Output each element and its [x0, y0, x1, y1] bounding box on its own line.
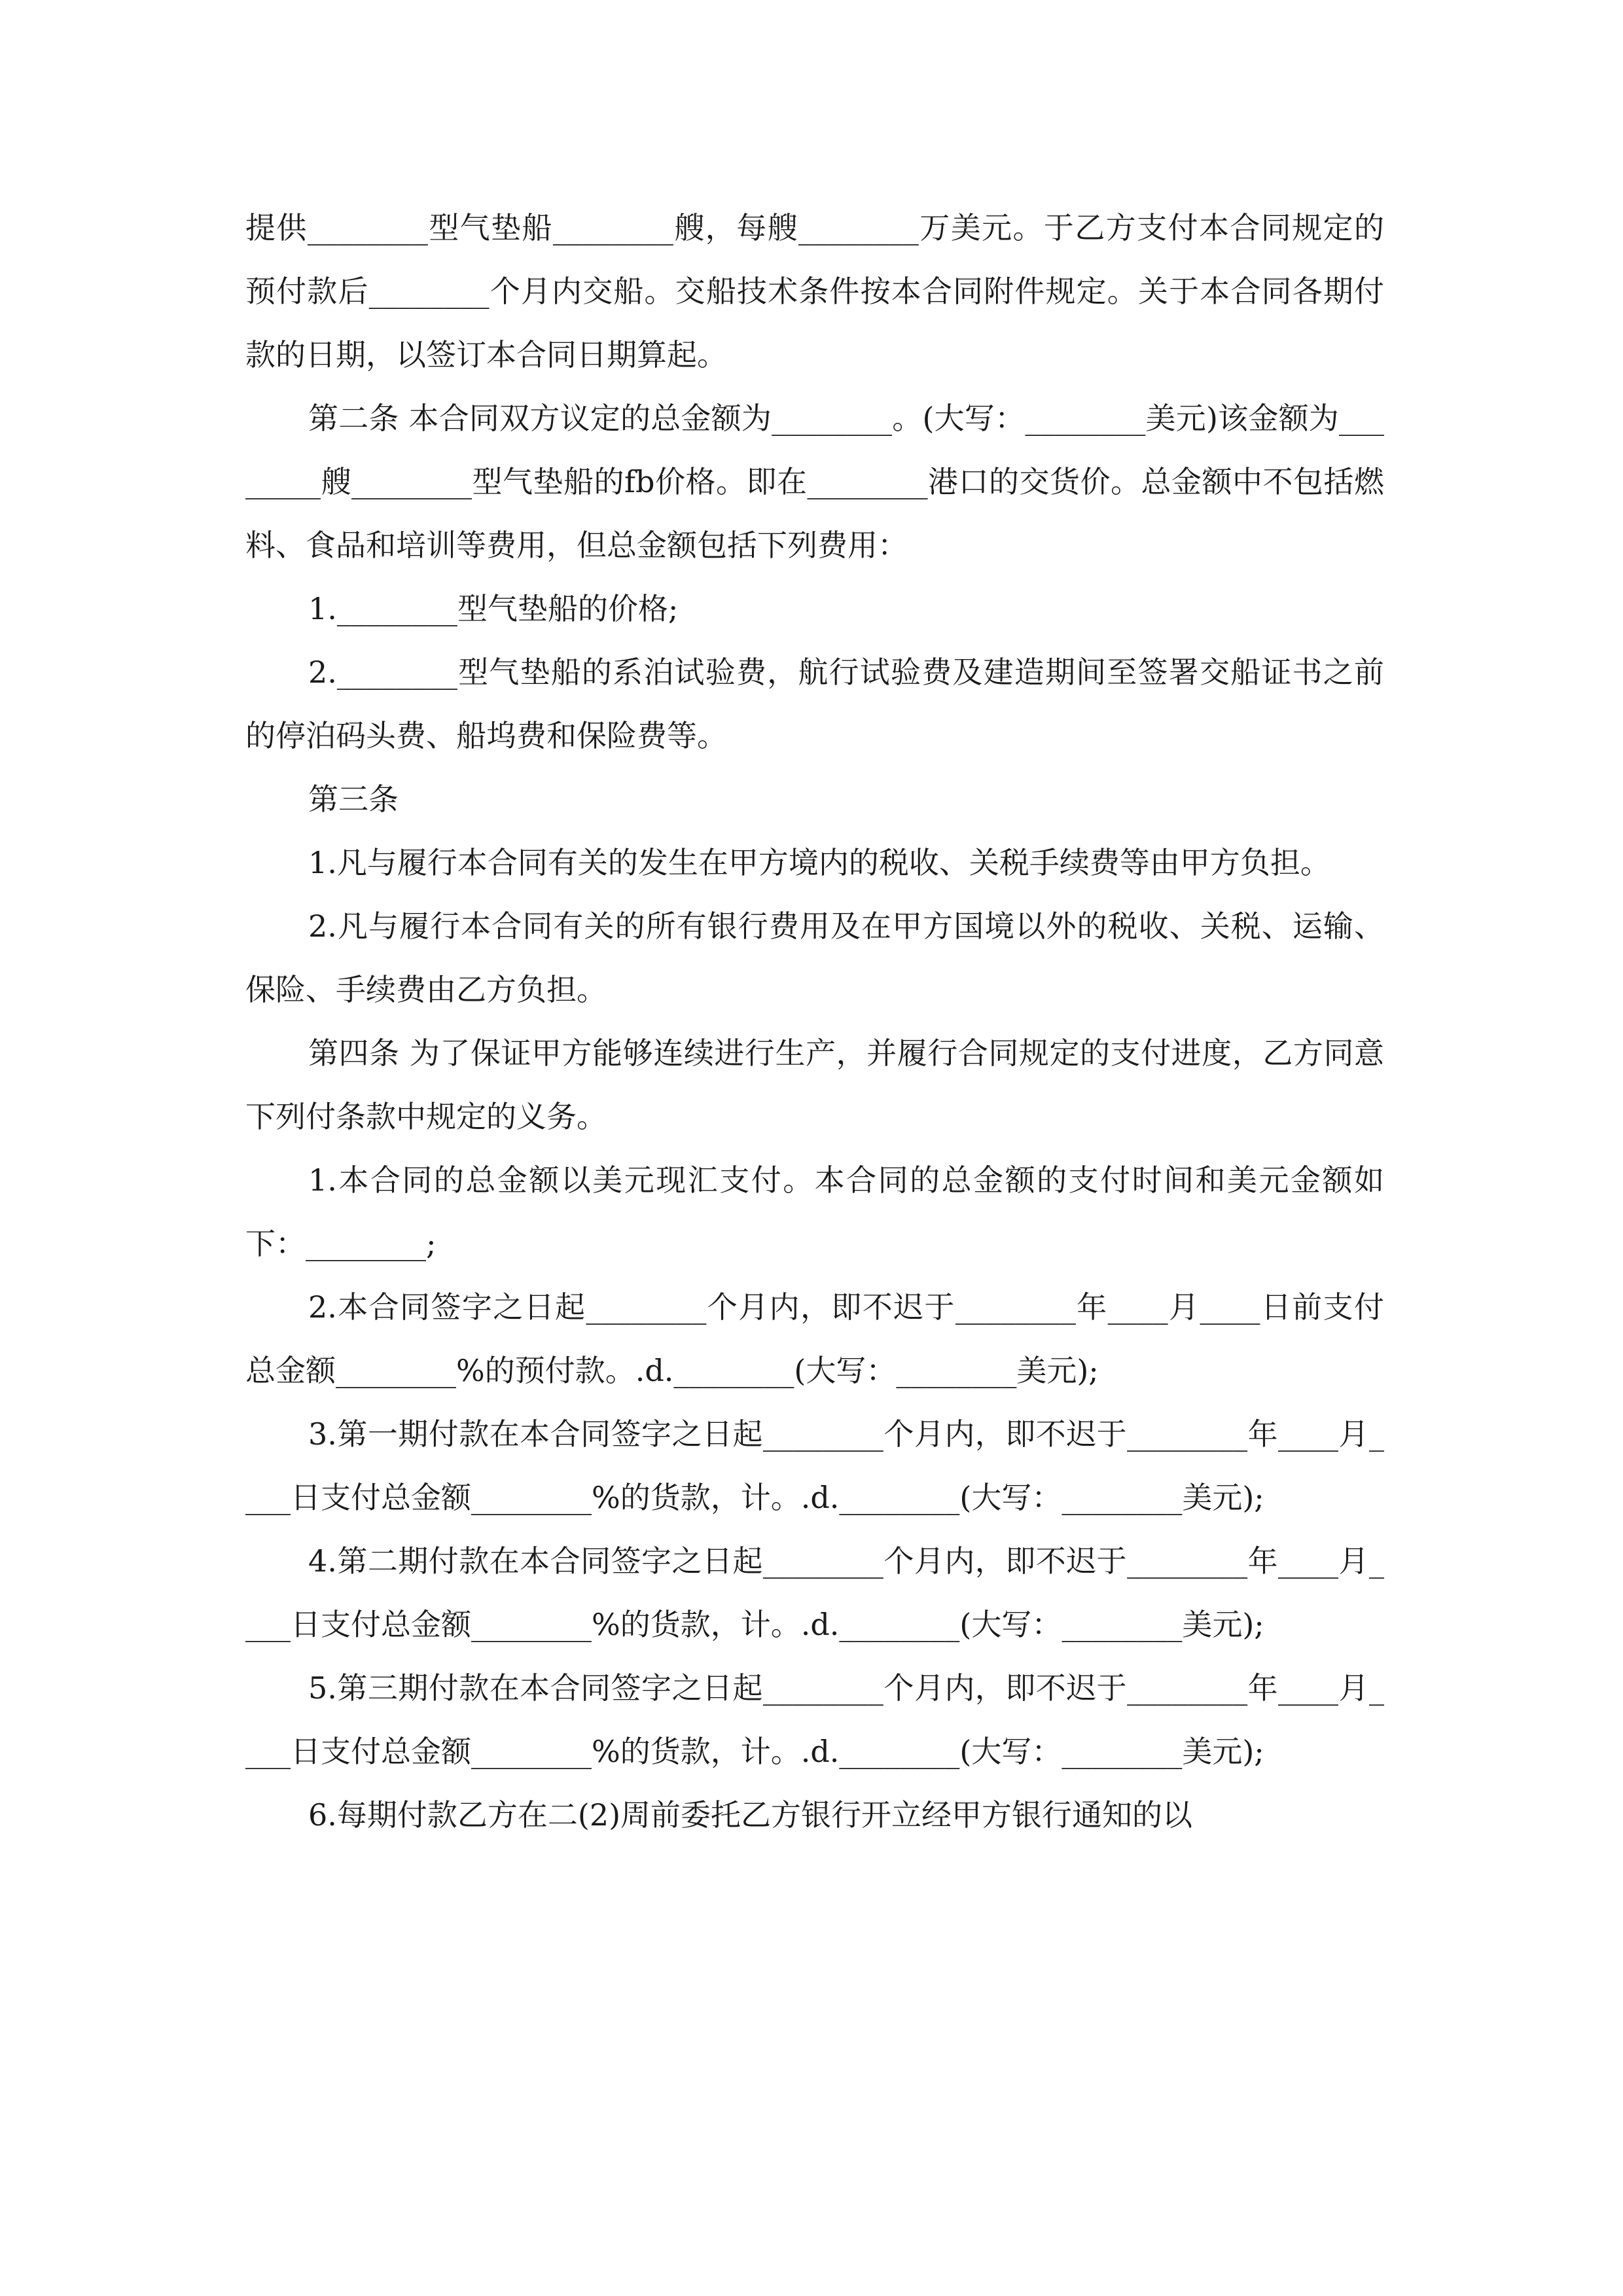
paragraph-article-3-item-1: 1.凡与履行本合同有关的发生在甲方境内的税收、关税手续费等由甲方负担。: [308, 845, 1330, 880]
paragraph-article-4-item-3: 3.第一期付款在本合同签字之日起________个月内，即不迟于________年____月____日支付总金额________%的货款，计。.d.________(大写：________美元);: [245, 1416, 1384, 1515]
paragraph-article-4-item-4: 4.第二期付款在本合同签字之日起________个月内，即不迟于________年____月____日支付总金额________%的货款，计。.d.________(大写：________美元);: [245, 1543, 1384, 1642]
paragraph-article-4-item-5: 5.第三期付款在本合同签字之日起________个月内，即不迟于________年____月____日支付总金额________%的货款，计。.d.________(大写：________美元);: [245, 1670, 1384, 1769]
paragraph-article-2: 第二条 本合同双方议定的总金额为________。(大写：________美元)该金额为________艘________型气垫船的fb价格。即在________港口的交货价。总金额中不包括燃料、食品和培训等费用，但总金额包括下列费用：: [245, 401, 1384, 563]
paragraph-article-4-item-6: 6.每期付款乙方在二(2)周前委托乙方银行开立经甲方银行通知的以: [308, 1797, 1193, 1833]
paragraph-delivery-terms: 提供________型气垫船________艘，每艘________万美元。于乙方支付本合同规定的预付款后________个月内交船。交船技术条件按本合同附件规定。关于本合同各期付款的日期，以签订本合同日期算起。: [245, 210, 1384, 372]
paragraph-article-3-heading: 第三条: [308, 781, 399, 817]
paragraph-article-4-item-1: 1.本合同的总金额以美元现汇支付。本合同的总金额的支付时间和美元金额如下：________;: [245, 1162, 1384, 1261]
paragraph-article-3-item-2: 2.凡与履行本合同有关的所有银行费用及在甲方国境以外的税收、关税、运输、保险、手续费由乙方负担。: [245, 908, 1384, 1007]
paragraph-article-4: 第四条 为了保证甲方能够连续进行生产，并履行合同规定的支付进度，乙方同意下列付条款中规定的义务。: [245, 1035, 1384, 1134]
contract-body: [245, 196, 1384, 1847]
paragraph-article-2-item-1: 1.________型气垫船的价格;: [308, 591, 679, 626]
paragraph-article-2-item-2: 2.________型气垫船的系泊试验费，航行试验费及建造期间至签署交船证书之前的停泊码头费、船坞费和保险费等。: [245, 655, 1384, 753]
paragraph-article-4-item-2: 2.本合同签字之日起________个月内，即不迟于________年____月____日前支付总金额________%的预付款。.d.________(大写：________美元);: [245, 1289, 1384, 1388]
